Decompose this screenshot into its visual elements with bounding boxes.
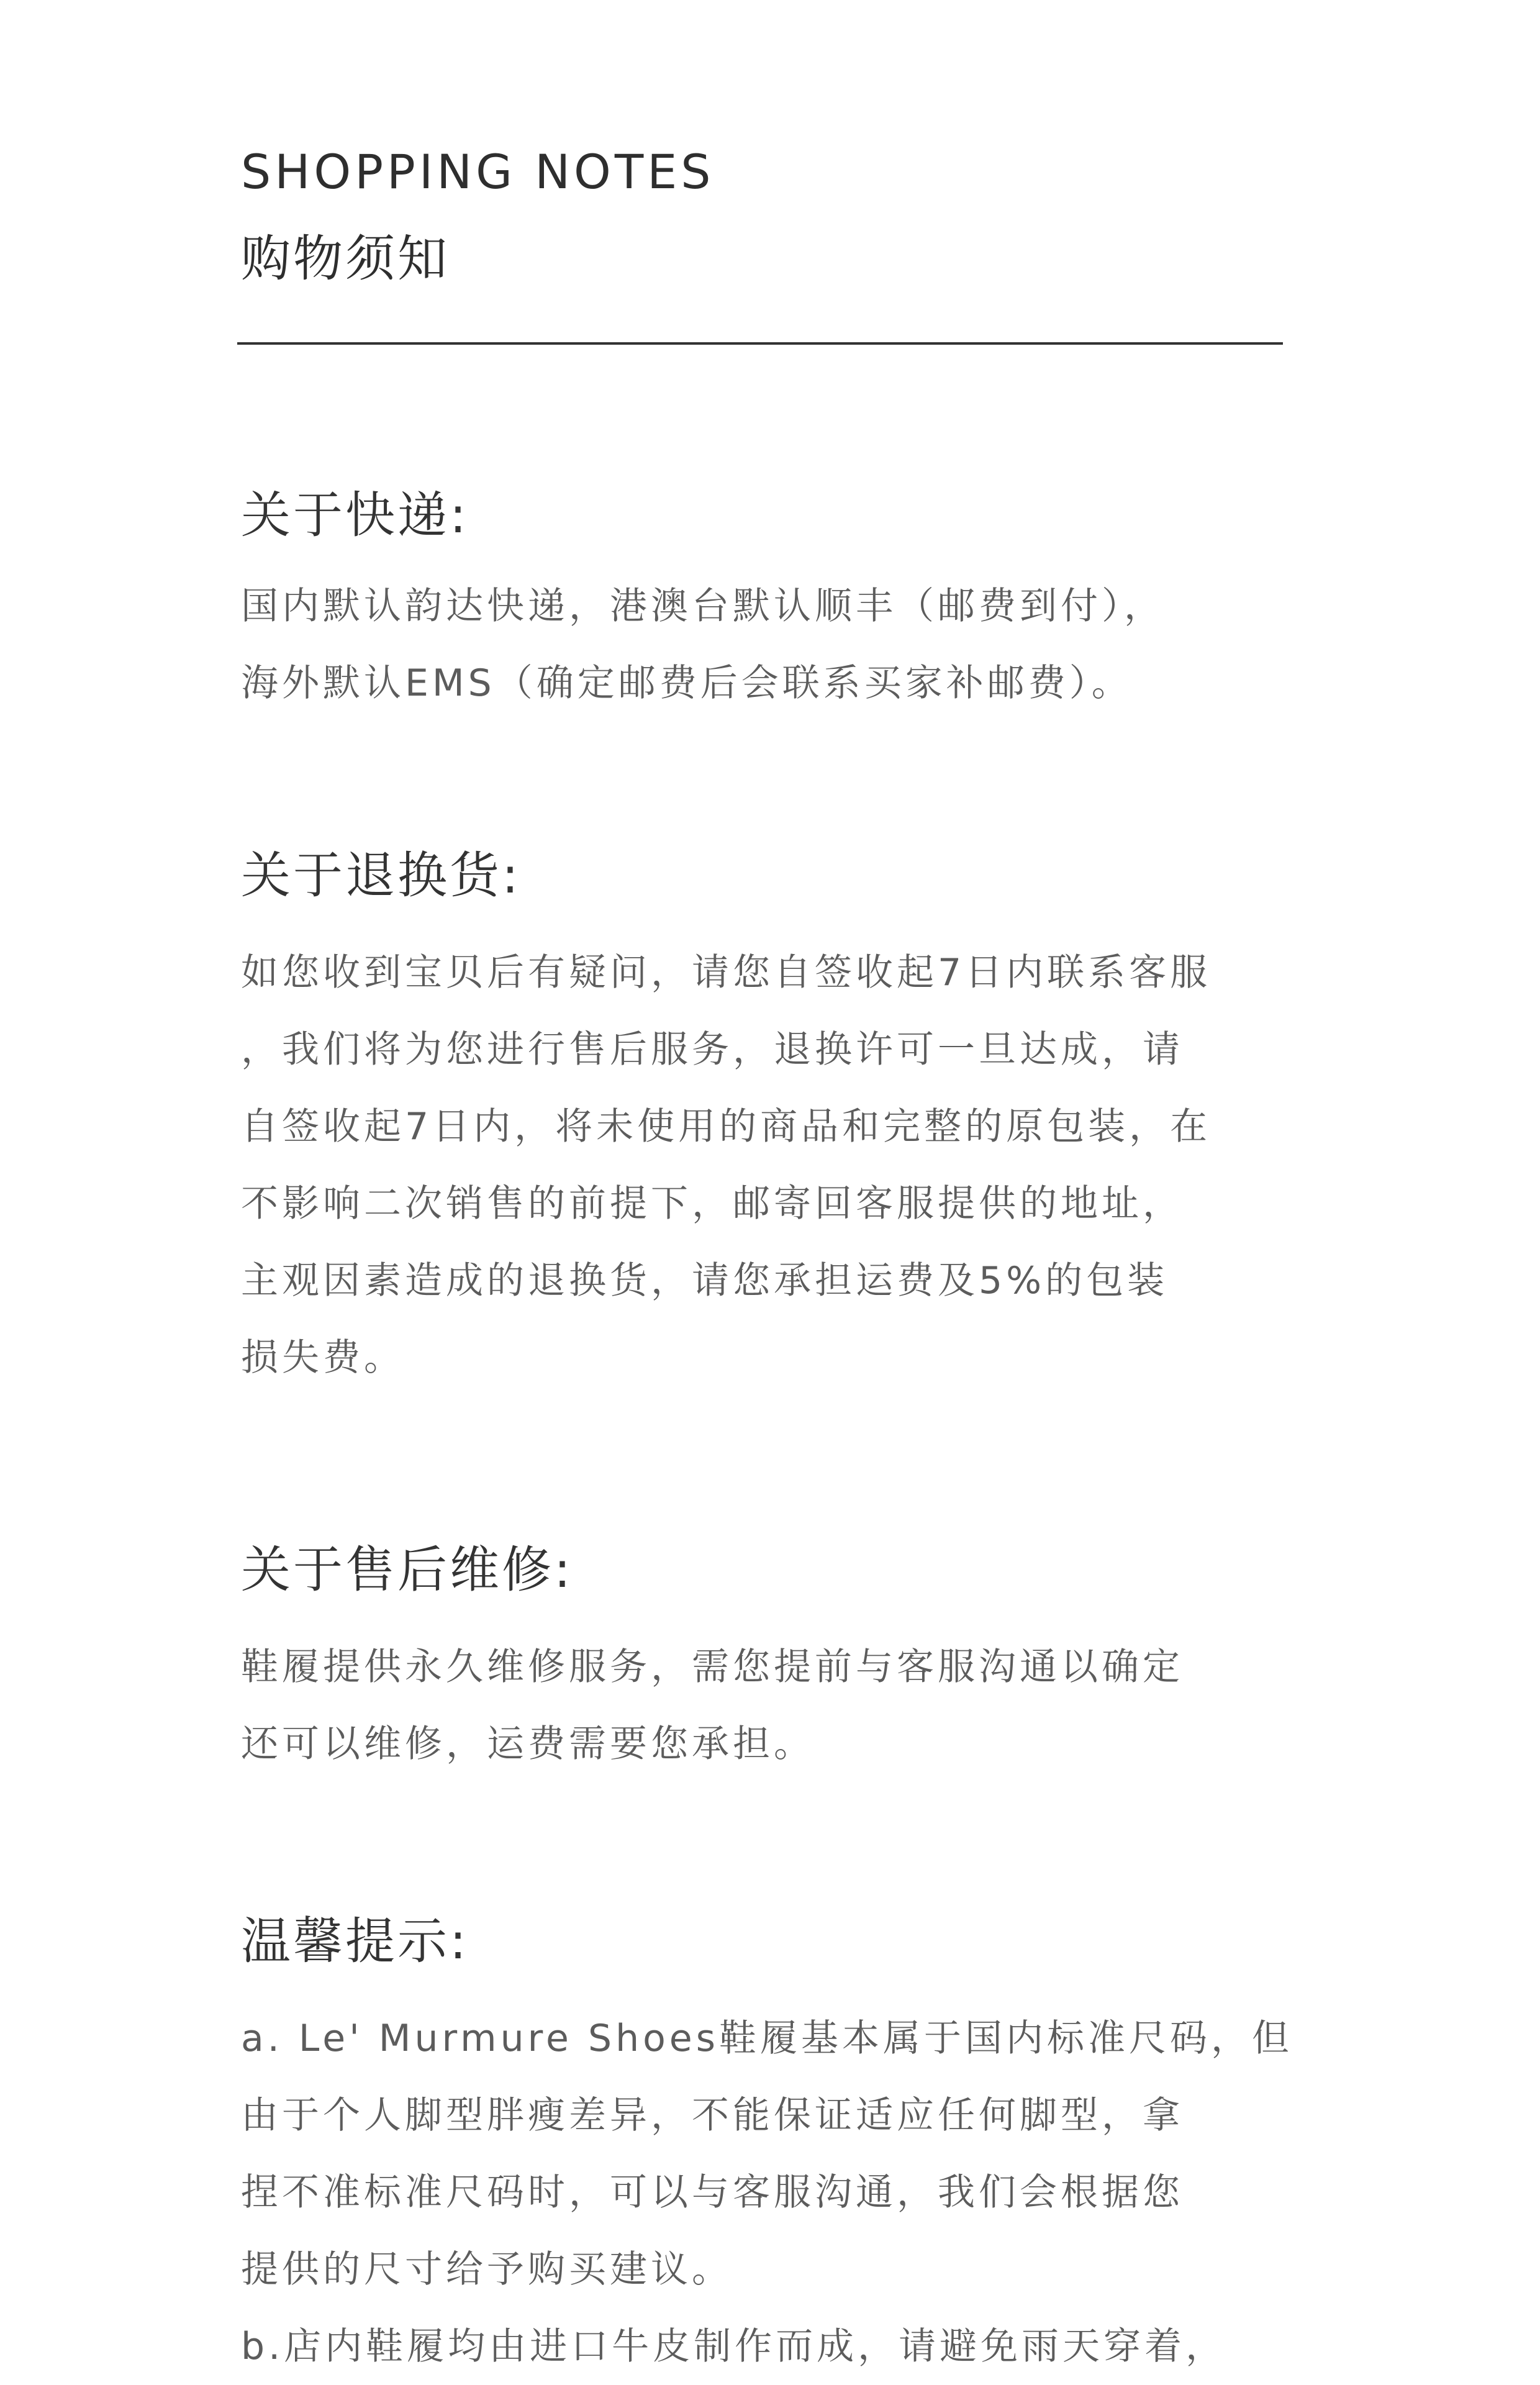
section-shipping — [241, 484, 1284, 722]
body-line: 主观因素造成的退换货，请您承担运费及5%的包装 — [241, 1259, 1169, 1302]
body-line: 如您收到宝贝后有疑问，请您自签收起7日内联系客服 — [241, 951, 1212, 994]
section-body — [241, 568, 1284, 722]
page-title-en: SHOPPING NOTES — [241, 144, 715, 199]
body-line: 自签收起7日内，将未使用的商品和完整的原包装，在 — [241, 1105, 1212, 1148]
header-divider — [237, 342, 1283, 345]
section-body — [241, 1629, 1284, 1783]
section-body — [241, 934, 1284, 1396]
section-body — [241, 2000, 1293, 2385]
body-line: b.店内鞋履均由进口牛皮制作而成，请避免雨天穿着， — [241, 2325, 1227, 2368]
section-heading: 温馨提示: — [241, 1912, 469, 1970]
body-line: ，我们将为您进行售后服务，退换许可一旦达成，请 — [241, 1028, 1184, 1071]
body-line: 不影响二次销售的前提下，邮寄回客服提供的地址， — [241, 1182, 1184, 1225]
section-heading: 关于售后维修: — [241, 1541, 573, 1599]
body-line: a. Le' Murmure Shoes鞋履基本属于国内标准尺码，但 — [241, 2017, 1293, 2060]
section-heading: 关于退换货: — [241, 847, 521, 904]
body-line: 鞋履提供永久维修服务，需您提前与客服沟通以确定 — [241, 1645, 1184, 1689]
section-tips — [241, 1910, 1293, 2385]
page-title-zh: 购物须知 — [241, 230, 450, 288]
body-line: 提供的尺寸给予购买建议。 — [241, 2248, 733, 2291]
body-line: 由于个人脚型胖瘦差异，不能保证适应任何脚型，拿 — [241, 2094, 1184, 2137]
body-line: 海外默认EMS（确定邮费后会联系买家补邮费）。 — [241, 661, 1133, 705]
body-line: 损失费。 — [241, 1336, 405, 1379]
section-repairs — [241, 1539, 1284, 1783]
body-line: 捏不准标准尺码时，可以与客服沟通，我们会根据您 — [241, 2171, 1184, 2214]
body-line: 国内默认韵达快递，港澳台默认顺丰（邮费到付）， — [241, 584, 1165, 628]
section-heading: 关于快递: — [241, 486, 469, 544]
body-line: 还可以维修，运费需要您承担。 — [241, 1722, 815, 1766]
section-returns — [241, 845, 1284, 1396]
